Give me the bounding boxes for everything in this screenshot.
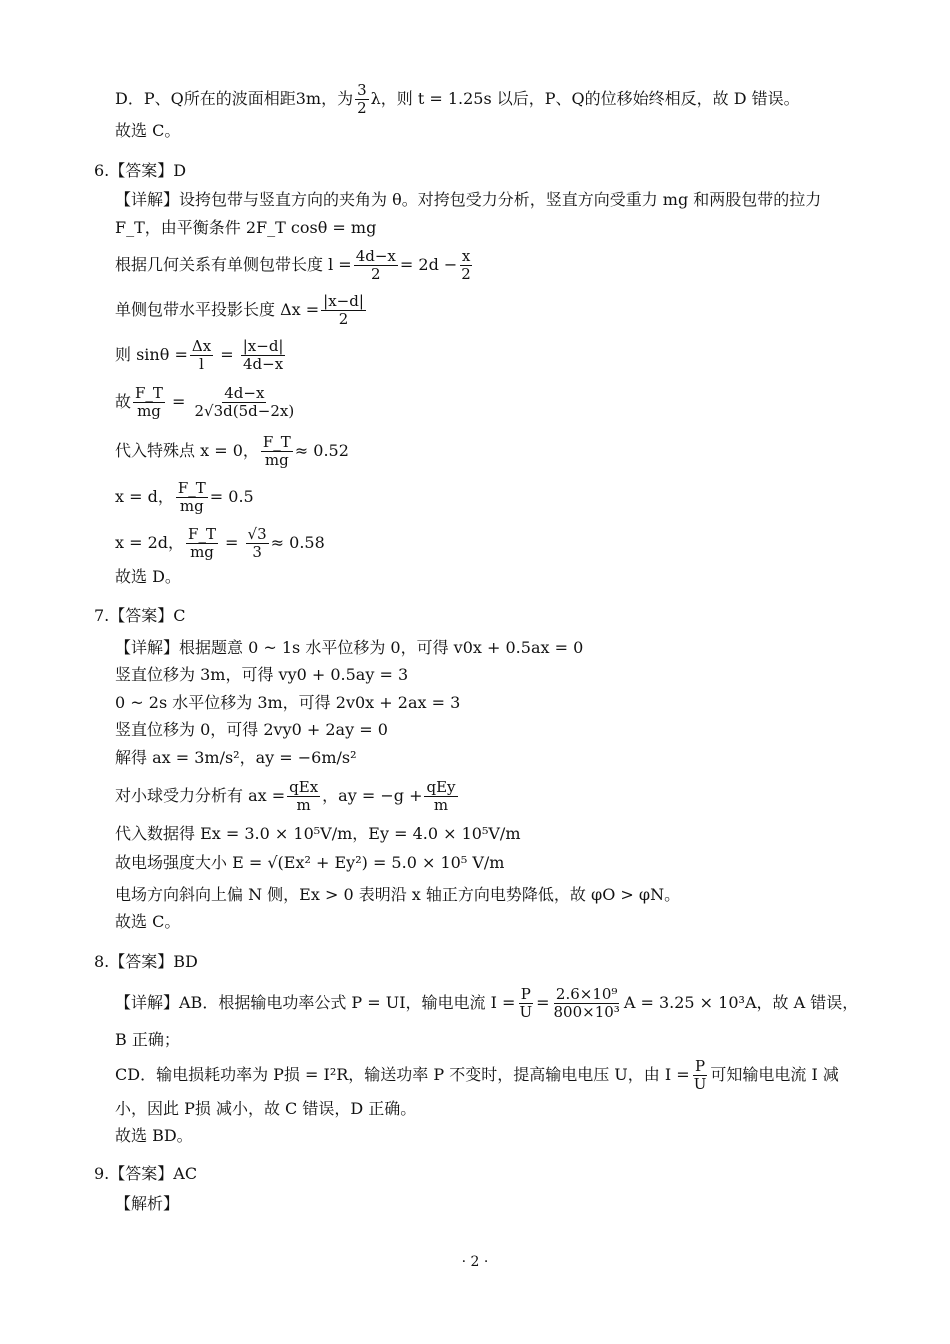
q8-line-3: CD．输电损耗功率为 P损 = I²R，输送功率 P 不变时，提高输电电压 U，由 I = $\frac{P}{U}$ 可知输电电流 I 减 [115, 1057, 839, 1093]
q6-line-7: 代入特殊点 x = 0， $\frac{F\_T}{mg}$ ≈ 0.52 [115, 433, 349, 469]
q6-line-3: 根据几何关系有单侧包带长度 l = $\frac{4d-x}{2}$ = 2d − $\frac{x}{2}$ [115, 247, 471, 283]
q6-line-8: x = d， $\frac{F\_T}{mg}$ = 0.5 [115, 479, 254, 515]
page-number: · 2 · [461, 1254, 489, 1270]
q9-answer: 9.【答案】AC [94, 1164, 198, 1183]
q6-line-4: 单侧包带水平投影长度 Δx = $\frac{|x-d|}{2}$ [115, 292, 364, 328]
q8-line-4: 小，因此 P损 减小，故 C 错误，D 正确。 [115, 1099, 417, 1118]
q7-line-6: 对小球受力分析有 ax = $\frac{\text{qEx}}{m}$ ，ay = −g + $\frac{\text{qEy}}{m}$ [115, 778, 456, 814]
q7-line-2: 竖直位移为 3m，可得 vy0 + 0.5ay = 3 [115, 665, 409, 684]
q5d-text-2: λ，则 t = 1.25s 以后，P、Q的位移始终相反，故 D 错误。 [370, 89, 800, 108]
q8-answer: 8.【答案】BD [94, 952, 198, 971]
q8-choose: 故选 BD。 [115, 1126, 193, 1145]
q6-line-1: 【详解】设挎包带与竖直方向的夹角为 θ。对挎包受力分析，竖直方向受重力 mg 和两股包带的拉力 [115, 190, 822, 209]
q6-line-2: F_T，由平衡条件 2F_T cosθ = mg [115, 218, 377, 237]
q7-line-7: 代入数据得 Ex = 3.0 × 10⁵V/m，Ey = 4.0 × 10⁵V/m [115, 824, 521, 843]
q6-line-9: x = 2d， $\frac{F\_T}{mg}$ = $\frac{√3}{3}$ ≈ 0.58 [115, 525, 325, 561]
q7-line-9: 电场方向斜向上偏 N 侧，Ex > 0 表明沿 x 轴正方向电势降低，故 φO > φN。 [115, 885, 681, 904]
q8-line-1: 【详解】AB．根据输电功率公式 P = UI，输电电流 I = $\frac{P}{U}$ = $\frac{\text{2.6×10⁹}}{\text{800×10³}}$ A = 3.25 × 10³A，故 A 错误， [115, 985, 859, 1021]
q7-answer: 7.【答案】C [94, 606, 186, 625]
q6-line-6: 故 $\frac{F\_T}{mg}$ = $\frac{4d-x}{2√3d(5d-2x)}$ [115, 384, 295, 420]
q7-line-3: 0 ~ 2s 水平位移为 3m，可得 2v0x + 2ax = 3 [115, 693, 461, 712]
q8-line-2: B 正确； [115, 1030, 180, 1049]
q7-line-5: 解得 ax = 3m/s²，ay = −6m/s² [115, 748, 357, 767]
q7-choose: 故选 C。 [115, 912, 181, 931]
q6-line-5: 则 sinθ = $\frac{\Delta x}{l}$ = $\frac{|x-d|}{4d-x}$ [115, 337, 284, 373]
fraction: $\frac{3}{2}$ [357, 81, 367, 117]
q7-line-4: 竖直位移为 0，可得 2vy0 + 2ay = 0 [115, 720, 388, 739]
q5d-text-1: D．P、Q所在的波面相距3m，为 [115, 89, 354, 108]
q6-choose: 故选 D。 [115, 567, 181, 586]
q7-line-1: 【详解】根据题意 0 ~ 1s 水平位移为 0，可得 v0x + 0.5ax = 0 [115, 638, 584, 657]
q7-line-8: 故电场强度大小 E = √(Ex² + Ey²) = 5.0 × 10⁵ V/m [115, 853, 505, 872]
q6-answer: 6.【答案】D [94, 161, 187, 180]
q5-option-d [115, 82, 800, 117]
q9-line-1: 【解析】 [115, 1194, 180, 1213]
q5-choose: 故选 C。 [115, 121, 181, 140]
